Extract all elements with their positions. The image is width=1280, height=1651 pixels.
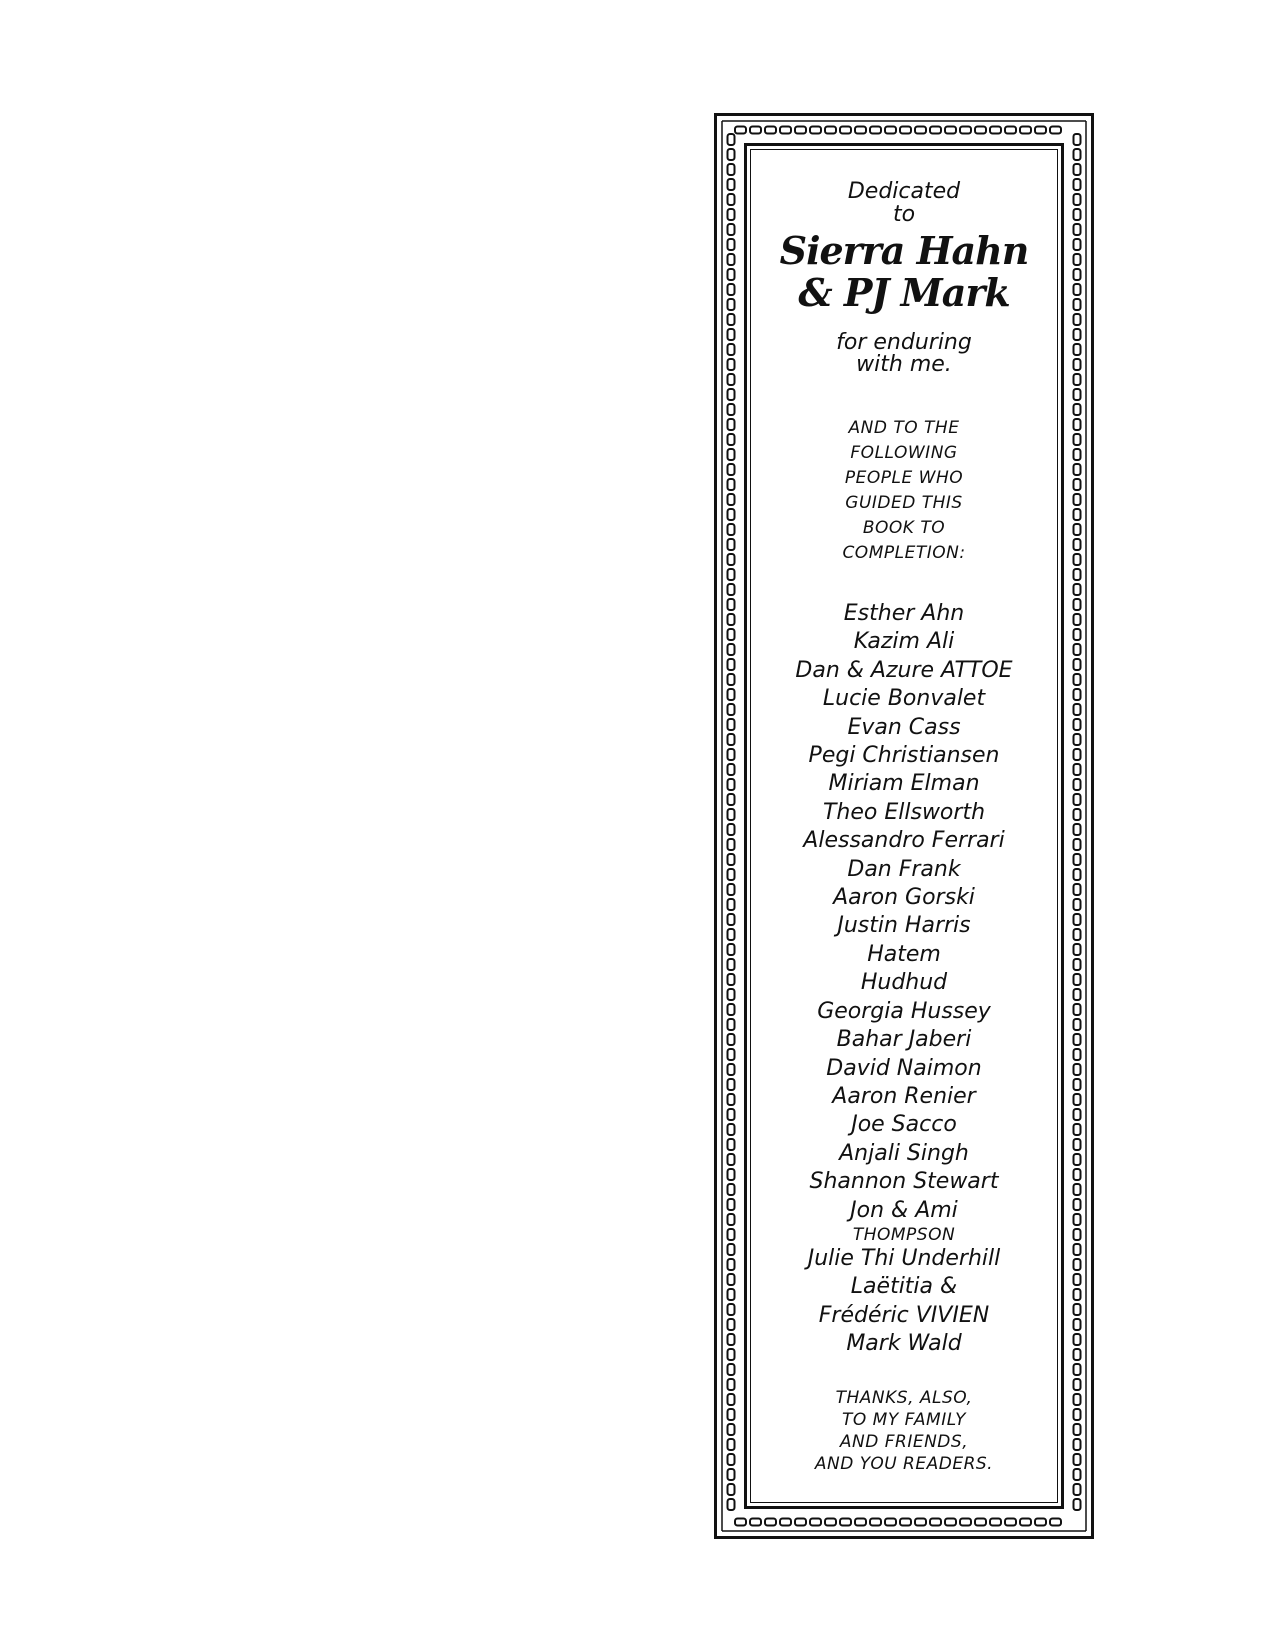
chain-link	[728, 464, 735, 475]
chain-link	[1074, 314, 1081, 325]
chain-link	[1074, 329, 1081, 340]
chain-link	[1074, 209, 1081, 220]
chain-link	[1074, 434, 1081, 445]
chain-link	[1074, 1109, 1081, 1120]
chain-link	[1074, 944, 1081, 955]
names-list	[752, 600, 1056, 1359]
chain-link	[1074, 1439, 1081, 1450]
chain-link	[1074, 764, 1081, 775]
chain-link	[825, 1519, 836, 1526]
chain-link	[1020, 127, 1031, 134]
chain-link	[885, 1519, 896, 1526]
chain-link	[1074, 1469, 1081, 1480]
chain-link	[728, 374, 735, 385]
name-item: Hudhud	[860, 970, 948, 996]
chain-link	[728, 1094, 735, 1105]
chain-link	[728, 1469, 735, 1480]
chain-link	[728, 1019, 735, 1030]
chain-link	[1074, 1199, 1081, 1210]
chain-link	[1074, 344, 1081, 355]
chain-link	[1074, 1259, 1081, 1270]
chain-link	[1035, 127, 1046, 134]
chain-link	[728, 869, 735, 880]
chain-link	[1074, 449, 1081, 460]
name-item: Frédéric VIVIEN	[818, 1302, 990, 1328]
chain-link	[728, 1379, 735, 1390]
chain-link	[840, 127, 851, 134]
chain-link	[750, 127, 761, 134]
chain-link	[990, 127, 1001, 134]
chain-link	[1074, 494, 1081, 505]
chain-link	[728, 1109, 735, 1120]
dedicatee-name-2: & PJ Mark	[798, 270, 1010, 315]
chain-link	[1074, 1364, 1081, 1375]
chain-link	[1074, 1034, 1081, 1045]
chain-link	[1074, 194, 1081, 205]
chain-link	[1074, 1049, 1081, 1060]
chain-link	[765, 127, 776, 134]
chain-link	[728, 1304, 735, 1315]
chain-link	[1074, 779, 1081, 790]
chain-link	[728, 329, 735, 340]
chain-link	[728, 1154, 735, 1165]
chain-link	[728, 1199, 735, 1210]
chain-link	[728, 839, 735, 850]
name-item: Evan Cass	[847, 714, 961, 740]
name-item: Aaron Renier	[832, 1083, 976, 1109]
chain-link	[1074, 1499, 1081, 1510]
intro-line: BOOK TO	[862, 518, 946, 538]
chain-link	[810, 1519, 821, 1526]
chain-link	[728, 554, 735, 565]
chain-link	[975, 1519, 986, 1526]
chain-link	[1074, 569, 1081, 580]
chain-link	[728, 1289, 735, 1300]
chain-link	[728, 1319, 735, 1330]
chain-link	[1074, 284, 1081, 295]
chain-link	[728, 689, 735, 700]
chain-link	[1074, 1004, 1081, 1015]
chain-link	[728, 719, 735, 730]
chain-link	[1074, 269, 1081, 280]
chain-link	[728, 899, 735, 910]
chain-link	[728, 1139, 735, 1150]
chain-link	[728, 449, 735, 460]
chain-link	[1074, 1379, 1081, 1390]
thanks-block	[752, 1387, 1056, 1475]
chain-link	[1074, 539, 1081, 550]
chain-link	[728, 1394, 735, 1405]
name-item: Julie Thi Underhill	[807, 1245, 1001, 1271]
name-item: Kazim Ali	[853, 629, 955, 655]
chain-link	[728, 659, 735, 670]
chain-link	[1074, 134, 1081, 145]
chain-link	[1074, 1424, 1081, 1435]
chain-link	[728, 224, 735, 235]
chain-link	[945, 127, 956, 134]
chain-link	[1074, 809, 1081, 820]
chain-link	[728, 1484, 735, 1495]
chain-link	[1074, 419, 1081, 430]
chain-link	[780, 1519, 791, 1526]
chain-link	[1074, 254, 1081, 265]
name-item: Shannon Stewart	[809, 1169, 999, 1195]
intro-line: AND TO THE	[848, 418, 960, 438]
chain-link	[1074, 524, 1081, 535]
chain-link	[1074, 224, 1081, 235]
chain-link	[1005, 127, 1016, 134]
name-item: Mark Wald	[846, 1331, 962, 1357]
chain-link	[1005, 1519, 1016, 1526]
chain-link	[1074, 989, 1081, 1000]
name-item: Bahar Jaberi	[836, 1027, 972, 1053]
chain-link	[795, 1519, 806, 1526]
chain-link	[885, 127, 896, 134]
name-item: Dan & Azure ATTOE	[795, 657, 1013, 683]
chain-link	[1074, 299, 1081, 310]
chain-link	[1074, 1229, 1081, 1240]
chain-link	[1074, 1484, 1081, 1495]
chain-link	[795, 127, 806, 134]
chain-link	[1074, 1079, 1081, 1090]
chain-link	[728, 539, 735, 550]
chain-link	[1074, 839, 1081, 850]
chain-link	[1074, 1019, 1081, 1030]
chain-link	[1074, 1094, 1081, 1105]
chain-link	[728, 1424, 735, 1435]
chain-link	[728, 1454, 735, 1465]
chain-link	[870, 127, 881, 134]
name-item: Miriam Elman	[828, 771, 980, 797]
chain-link	[1074, 974, 1081, 985]
chain-link	[735, 127, 746, 134]
chain-link	[1074, 1064, 1081, 1075]
for-enduring-line-1: for enduring	[836, 330, 972, 355]
chain-link	[728, 929, 735, 940]
chain-link	[728, 239, 735, 250]
chain-link	[728, 584, 735, 595]
chain-link	[728, 1124, 735, 1135]
chain-link	[1074, 1184, 1081, 1195]
chain-link	[728, 824, 735, 835]
chain-link	[728, 959, 735, 970]
chain-link	[1074, 1139, 1081, 1150]
chain-link	[870, 1519, 881, 1526]
chain-link	[1074, 404, 1081, 415]
chain-link	[900, 1519, 911, 1526]
chain-link	[1074, 794, 1081, 805]
chain-link	[728, 629, 735, 640]
name-item: Jon & Ami	[850, 1197, 958, 1223]
name-item: Lucie Bonvalet	[822, 686, 986, 712]
chain-link	[1074, 479, 1081, 490]
chain-link	[728, 254, 735, 265]
chain-link	[780, 127, 791, 134]
chain-link	[728, 809, 735, 820]
chain-link	[728, 1274, 735, 1285]
chain-link	[1074, 719, 1081, 730]
chain-link	[728, 1259, 735, 1270]
name-item: Anjali Singh	[839, 1140, 969, 1166]
chain-link	[1050, 1519, 1061, 1526]
chain-link	[728, 494, 735, 505]
thanks-line: AND FRIENDS,	[839, 1431, 969, 1452]
chain-link	[728, 1334, 735, 1345]
chain-link	[840, 1519, 851, 1526]
chain-link	[728, 569, 735, 580]
chain-link	[728, 1034, 735, 1045]
chain-link	[728, 974, 735, 985]
chain-link	[1074, 359, 1081, 370]
intro-line: PEOPLE WHO	[844, 468, 964, 488]
chain-link	[728, 1439, 735, 1450]
name-item: THOMPSON	[852, 1224, 956, 1245]
chain-link	[960, 127, 971, 134]
chain-link	[1074, 1334, 1081, 1345]
chain-link	[728, 614, 735, 625]
thanks-line: AND YOU READERS.	[814, 1453, 994, 1474]
chain-link	[1074, 674, 1081, 685]
chain-link	[1074, 1289, 1081, 1300]
chain-link	[728, 194, 735, 205]
chain-link	[960, 1519, 971, 1526]
chain-link	[728, 1499, 735, 1510]
chain-link	[728, 299, 735, 310]
chain-link	[765, 1519, 776, 1526]
chain-link	[728, 404, 735, 415]
chain-link	[1074, 1154, 1081, 1165]
chain-link	[1074, 869, 1081, 880]
name-item: Pegi Christiansen	[808, 743, 1000, 769]
chain-link	[728, 164, 735, 175]
chain-link	[930, 1519, 941, 1526]
chain-link	[728, 359, 735, 370]
chain-link	[728, 1364, 735, 1375]
chain-link	[1074, 389, 1081, 400]
chain-link	[1050, 127, 1061, 134]
name-item: Theo Ellsworth	[822, 799, 986, 825]
name-item: Hatem	[867, 941, 941, 967]
chain-link	[728, 314, 735, 325]
chain-link	[728, 599, 735, 610]
chain-link	[1074, 929, 1081, 940]
chain-link	[728, 779, 735, 790]
chain-link	[1074, 1349, 1081, 1360]
name-item: Aaron Gorski	[833, 885, 975, 911]
dedicated-text: Dedicated	[847, 179, 961, 204]
chain-link	[728, 1079, 735, 1090]
chain-link	[1074, 824, 1081, 835]
chain-link	[810, 127, 821, 134]
chain-link	[1074, 1409, 1081, 1420]
chain-link	[1074, 854, 1081, 865]
chain-link	[1074, 464, 1081, 475]
thanks-line: TO MY FAMILY	[842, 1409, 966, 1430]
chain-link	[728, 704, 735, 715]
dedication-content	[752, 180, 1056, 1475]
chain-link	[728, 149, 735, 160]
chain-link	[728, 1409, 735, 1420]
chain-link	[1074, 1454, 1081, 1465]
chain-link	[728, 794, 735, 805]
chain-link	[728, 734, 735, 745]
chain-link	[1074, 1304, 1081, 1315]
chain-link	[728, 989, 735, 1000]
chain-link	[1074, 749, 1081, 760]
chain-link	[1074, 149, 1081, 160]
intro-line: GUIDED THIS	[845, 493, 963, 513]
chain-link	[1074, 659, 1081, 670]
chain-link	[975, 127, 986, 134]
chain-link	[728, 1244, 735, 1255]
chain-link	[1074, 884, 1081, 895]
chain-link	[728, 674, 735, 685]
chain-link	[1074, 1124, 1081, 1135]
chain-link	[1074, 1274, 1081, 1285]
chain-link	[728, 509, 735, 520]
chain-link	[1074, 599, 1081, 610]
chain-link	[728, 854, 735, 865]
chain-link	[728, 1004, 735, 1015]
chain-link	[1074, 959, 1081, 970]
chain-link	[728, 1049, 735, 1060]
chain-link	[1074, 509, 1081, 520]
chain-link	[1074, 644, 1081, 655]
name-item: David Naimon	[826, 1055, 982, 1081]
chain-link	[1074, 734, 1081, 745]
name-item: Georgia Hussey	[817, 998, 991, 1024]
chain-link	[728, 434, 735, 445]
chain-link	[1074, 704, 1081, 715]
name-item: Esther Ahn	[843, 601, 965, 626]
chain-link	[728, 749, 735, 760]
chain-link	[1074, 1319, 1081, 1330]
chain-link	[728, 644, 735, 655]
chain-link	[728, 284, 735, 295]
chain-link	[945, 1519, 956, 1526]
chain-link	[728, 1214, 735, 1225]
chain-link	[1074, 1214, 1081, 1225]
chain-link	[728, 884, 735, 895]
chain-link	[1074, 164, 1081, 175]
chain-link	[1074, 914, 1081, 925]
chain-link	[728, 419, 735, 430]
chain-link	[1074, 899, 1081, 910]
chain-link	[930, 127, 941, 134]
chain-link	[728, 179, 735, 190]
chain-link	[1074, 1169, 1081, 1180]
name-item: Joe Sacco	[851, 1112, 957, 1138]
chain-link	[855, 127, 866, 134]
name-item: Alessandro Ferrari	[803, 828, 1005, 854]
chain-link	[1074, 1394, 1081, 1405]
chain-link	[1074, 554, 1081, 565]
chain-link	[1074, 689, 1081, 700]
chain-link	[990, 1519, 1001, 1526]
chain-link	[1074, 584, 1081, 595]
chain-link	[1035, 1519, 1046, 1526]
chain-link	[915, 1519, 926, 1526]
name-item: Dan Frank	[847, 856, 961, 882]
chain-link	[728, 1184, 735, 1195]
chain-link	[1074, 179, 1081, 190]
chain-link	[728, 764, 735, 775]
name-item: Justin Harris	[837, 913, 971, 939]
chain-link	[728, 944, 735, 955]
chain-link	[728, 134, 735, 145]
chain-link	[728, 389, 735, 400]
chain-link	[728, 209, 735, 220]
to-text: to	[892, 202, 916, 227]
chain-link	[1074, 374, 1081, 385]
chain-link	[825, 127, 836, 134]
chain-link	[915, 127, 926, 134]
chain-link	[735, 1519, 746, 1526]
for-enduring-line-2: with me.	[856, 352, 952, 377]
chain-link	[1074, 614, 1081, 625]
chain-link	[1020, 1519, 1031, 1526]
name-item: Laëtitia &	[850, 1274, 958, 1300]
chain-link	[1074, 239, 1081, 250]
chain-link	[728, 1229, 735, 1240]
intro-line: COMPLETION:	[842, 543, 966, 563]
intro-block	[752, 416, 1056, 566]
chain-link	[728, 344, 735, 355]
chain-link	[728, 1169, 735, 1180]
chain-link	[1074, 629, 1081, 640]
chain-link	[728, 524, 735, 535]
dedicatee-name-1: Sierra Hahn	[779, 228, 1029, 273]
chain-link	[728, 1064, 735, 1075]
thanks-line: THANKS, ALSO,	[835, 1387, 973, 1408]
chain-link	[728, 479, 735, 490]
chain-link	[728, 914, 735, 925]
chain-link	[728, 1349, 735, 1360]
chain-link	[855, 1519, 866, 1526]
chain-link	[1074, 1244, 1081, 1255]
chain-link	[900, 127, 911, 134]
intro-line: FOLLOWING	[850, 443, 958, 463]
chain-link	[728, 269, 735, 280]
chain-link	[750, 1519, 761, 1526]
